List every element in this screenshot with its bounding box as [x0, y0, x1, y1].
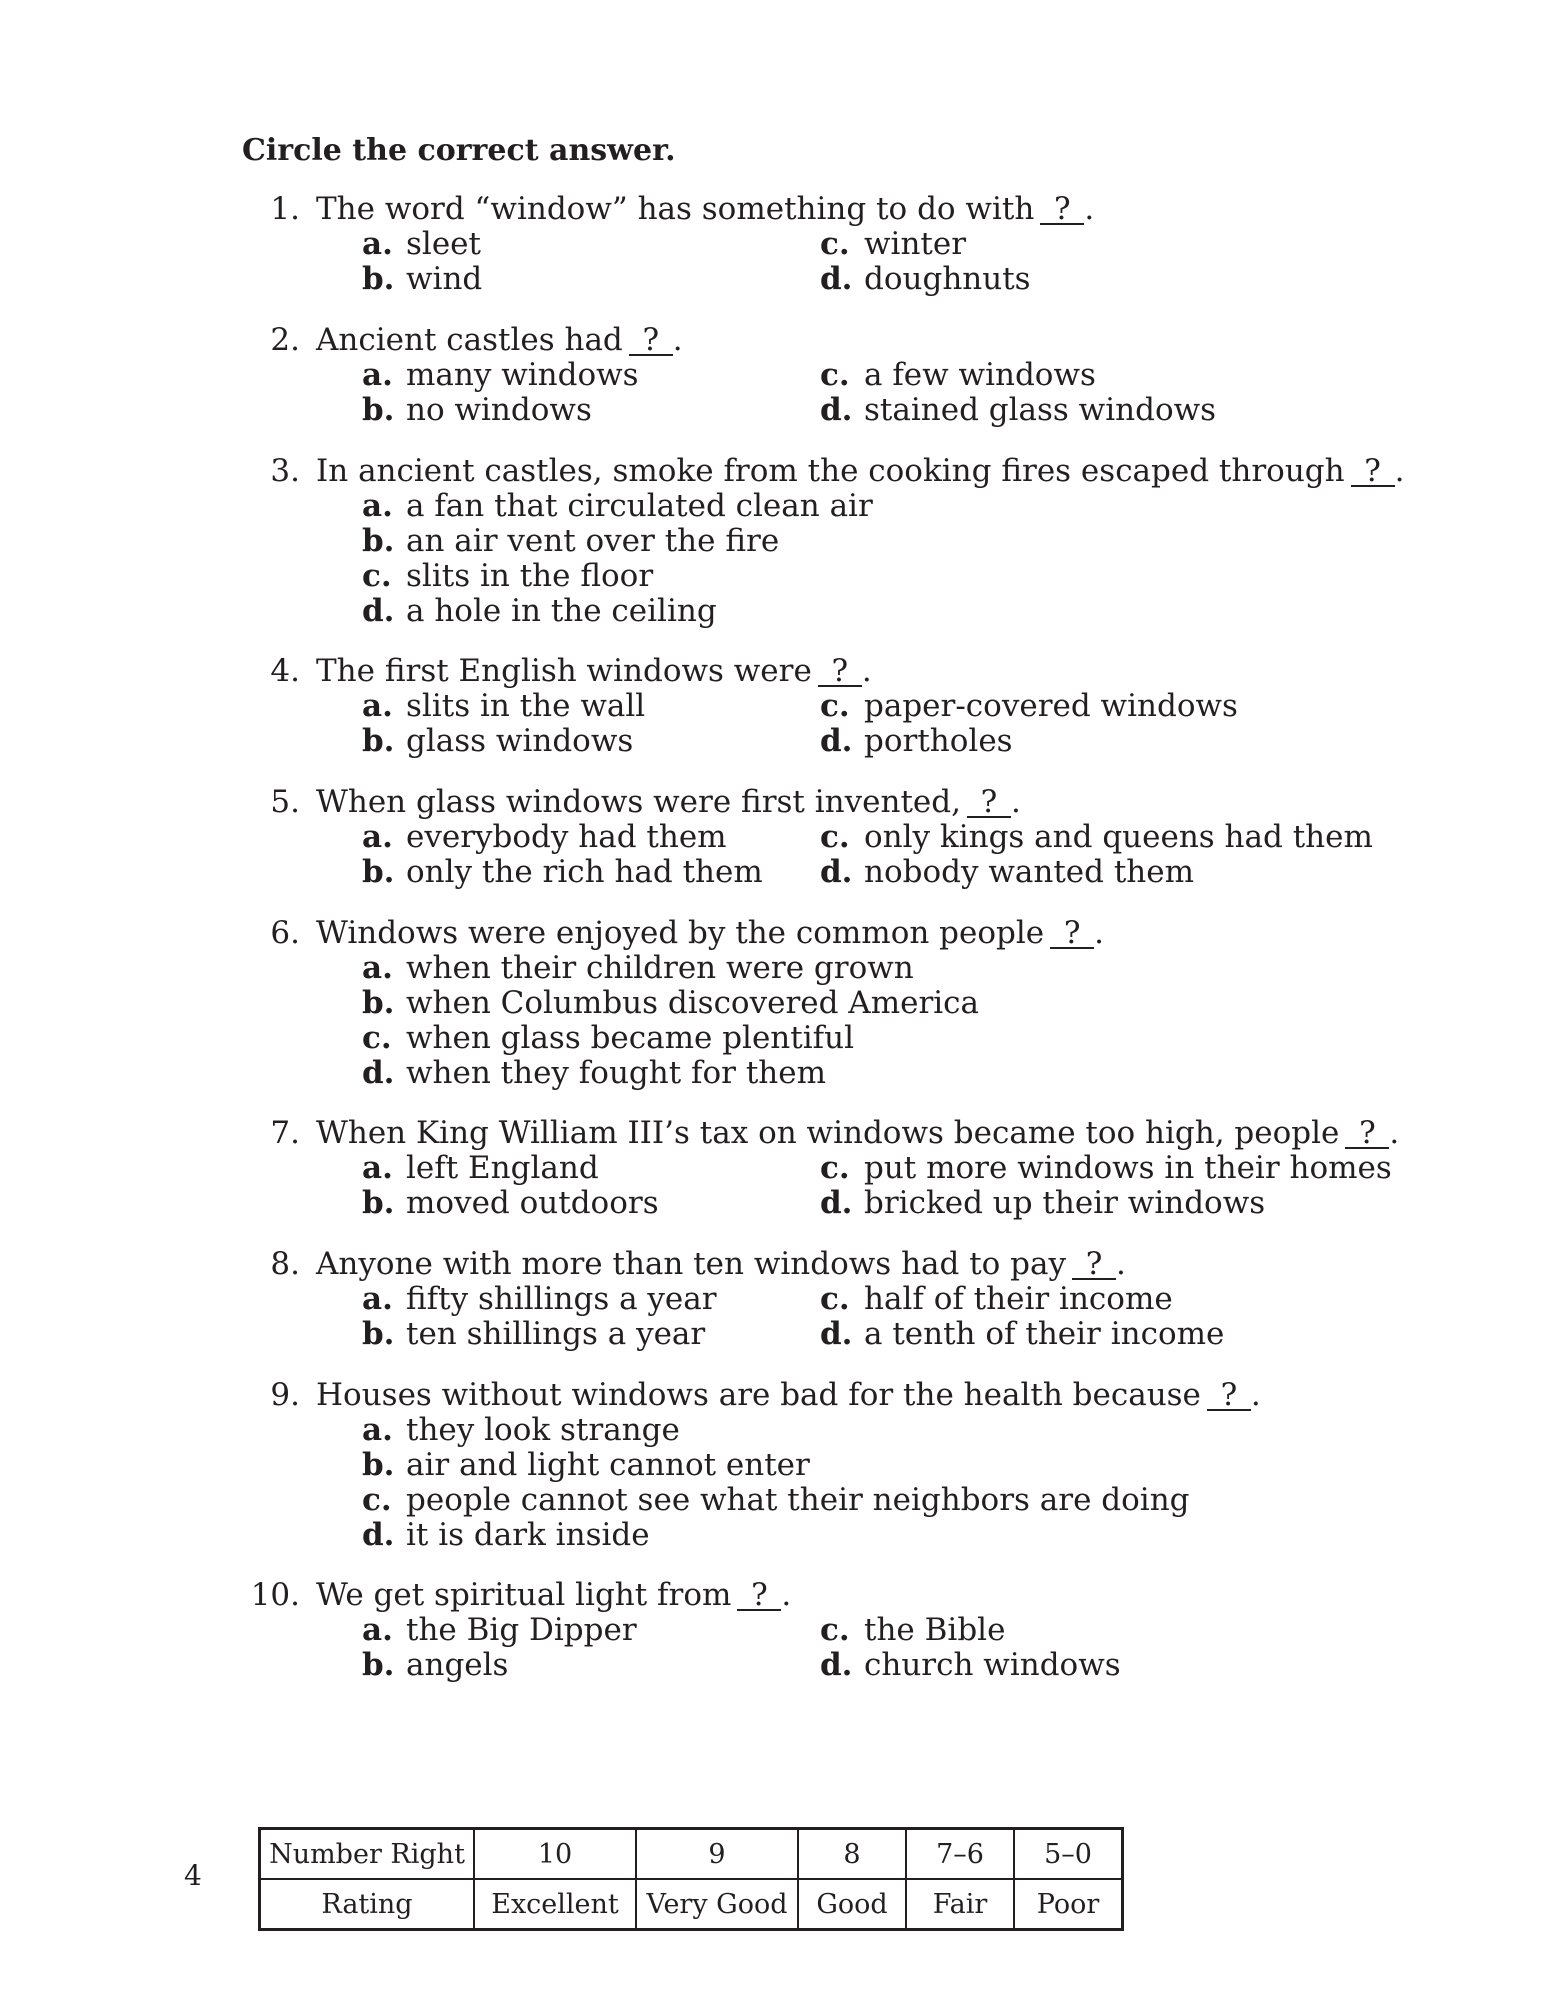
question-number: 8.: [270, 1246, 300, 1282]
option-c[interactable]: c. half of their income: [820, 1281, 1173, 1317]
answer-blank: ?: [1345, 1119, 1389, 1149]
question-stem: The word “window” has something to do with: [316, 191, 1035, 227]
option-d[interactable]: d. nobody wanted them: [820, 854, 1194, 890]
question-stem: When King William III’s tax on windows became too high, people: [316, 1115, 1340, 1151]
question-stem: Ancient castles had: [316, 322, 623, 358]
option-d[interactable]: d. stained glass windows: [820, 392, 1217, 428]
option-c[interactable]: c. put more windows in their homes: [820, 1150, 1392, 1186]
option-a[interactable]: a. many windows: [362, 357, 639, 393]
option-c[interactable]: c. when glass became plentiful: [362, 1020, 855, 1056]
option-b[interactable]: b. angels: [362, 1647, 509, 1683]
score-table: [258, 1827, 1124, 1931]
question-2: 2. Ancient castles had ? . a. many windows c. a few windows b. no windows d. stained glass windows: [250, 323, 1450, 428]
option-d[interactable]: d. portholes: [820, 723, 1013, 759]
rating-cell: Fair: [906, 1879, 1014, 1930]
score-header-rating: Rating: [260, 1879, 475, 1930]
question-stem: When glass windows were first invented,: [316, 784, 961, 820]
rating-cell: Good: [798, 1879, 906, 1930]
question-number: 5.: [270, 784, 300, 820]
answer-blank: ?: [967, 788, 1011, 818]
score-cell: 7–6: [906, 1829, 1014, 1880]
answer-blank: ?: [1351, 457, 1395, 487]
score-row-number-right: [260, 1829, 1123, 1880]
option-d[interactable]: d. it is dark inside: [362, 1517, 650, 1553]
question-stem: Houses without windows are bad for the health because: [316, 1377, 1201, 1413]
option-c[interactable]: c. people cannot see what their neighbors are doing: [362, 1482, 1190, 1518]
option-d[interactable]: d. doughnuts: [820, 261, 1031, 297]
question-stem: We get spiritual light from: [316, 1577, 732, 1613]
question-9: 9. Houses without windows are bad for the health because ? . a. they look strange b. air and light cannot enter c. people cannot see what their neighbors are doing d. it is dark inside: [250, 1378, 1450, 1553]
option-d[interactable]: d. a hole in the ceiling: [362, 593, 717, 629]
option-c[interactable]: c. the Bible: [820, 1612, 1006, 1648]
question-number: 4.: [270, 653, 300, 689]
option-a[interactable]: a. the Big Dipper: [362, 1612, 637, 1648]
score-cell: 5–0: [1014, 1829, 1123, 1880]
score-row-rating: [260, 1879, 1123, 1930]
option-b[interactable]: b. wind: [362, 261, 483, 297]
score-header-number-right: Number Right: [260, 1829, 475, 1880]
option-d[interactable]: d. when they fought for them: [362, 1055, 826, 1091]
question-stem: Windows were enjoyed by the common people: [316, 915, 1045, 951]
option-c[interactable]: c. only kings and queens had them: [820, 819, 1373, 855]
option-b[interactable]: b. no windows: [362, 392, 592, 428]
question-3: 3. In ancient castles, smoke from the cooking fires escaped through ? . a. a fan that circulated clean air b. an air vent over the fire c. slits in the floor d. a hole in the ceiling: [250, 454, 1450, 629]
answer-blank: ?: [1040, 195, 1084, 225]
option-b[interactable]: b. an air vent over the fire: [362, 523, 780, 559]
question-stem: Anyone with more than ten windows had to pay: [316, 1246, 1067, 1282]
option-d[interactable]: d. church windows: [820, 1647, 1121, 1683]
option-a[interactable]: a. sleet: [362, 226, 481, 262]
option-a[interactable]: a. fifty shillings a year: [362, 1281, 717, 1317]
option-a[interactable]: a. left England: [362, 1150, 599, 1186]
page-number: 4: [184, 1859, 202, 1892]
question-number: 9.: [270, 1377, 300, 1413]
option-a[interactable]: a. when their children were grown: [362, 950, 914, 986]
question-6: 6. Windows were enjoyed by the common people ? . a. when their children were grown b. when Columbus discovered America c. when glass became plentiful d. when they fought for them: [250, 916, 1450, 1091]
question-7: 7. When King William III’s tax on windows became too high, people ? . a. left England c. put more windows in their homes b. moved outdoors d. bricked up their windows: [250, 1116, 1450, 1221]
answer-blank: ?: [818, 657, 862, 687]
question-number: 10.: [250, 1577, 300, 1613]
answer-blank: ?: [1072, 1250, 1116, 1280]
option-d[interactable]: d. a tenth of their income: [820, 1316, 1225, 1352]
question-1: 1. The word “window” has something to do with ? . a. sleet c. winter b. wind d. doughnuts: [250, 192, 1450, 297]
question-number: 3.: [270, 453, 300, 489]
option-a[interactable]: a. slits in the wall: [362, 688, 646, 724]
option-b[interactable]: b. moved outdoors: [362, 1185, 659, 1221]
rating-cell: Poor: [1014, 1879, 1123, 1930]
option-b[interactable]: b. air and light cannot enter: [362, 1447, 810, 1483]
option-a[interactable]: a. everybody had them: [362, 819, 727, 855]
answer-blank: ?: [629, 326, 673, 356]
option-a[interactable]: a. a fan that circulated clean air: [362, 488, 873, 524]
answer-blank: ?: [737, 1581, 781, 1611]
question-number: 1.: [270, 191, 300, 227]
question-number: 2.: [270, 322, 300, 358]
question-10: 10. We get spiritual light from ? . a. the Big Dipper c. the Bible b. angels d. church windows: [250, 1578, 1450, 1683]
option-c[interactable]: c. a few windows: [820, 357, 1096, 393]
question-stem: In ancient castles, smoke from the cooking fires escaped through: [316, 453, 1345, 489]
option-b[interactable]: b. when Columbus discovered America: [362, 985, 980, 1021]
option-c[interactable]: c. slits in the floor: [362, 558, 654, 594]
question-number: 7.: [270, 1115, 300, 1151]
question-number: 6.: [270, 915, 300, 951]
question-5: 5. When glass windows were first invented, ? . a. everybody had them c. only kings and queens had them b. only the rich had them d. nobody wanted them: [250, 785, 1450, 890]
option-a[interactable]: a. they look strange: [362, 1412, 680, 1448]
answer-blank: ?: [1207, 1381, 1251, 1411]
instructions: Circle the correct answer.: [242, 133, 676, 168]
question-stem: The first English windows were: [316, 653, 812, 689]
question-8: 8. Anyone with more than ten windows had to pay ? . a. fifty shillings a year c. half of their income b. ten shillings a year d. a tenth of their income: [250, 1247, 1450, 1352]
score-cell: 10: [474, 1829, 636, 1880]
answer-blank: ?: [1050, 919, 1094, 949]
option-c[interactable]: c. paper-covered windows: [820, 688, 1238, 724]
score-cell: 8: [798, 1829, 906, 1880]
option-c[interactable]: c. winter: [820, 226, 967, 262]
option-b[interactable]: b. only the rich had them: [362, 854, 763, 890]
option-d[interactable]: d. bricked up their windows: [820, 1185, 1266, 1221]
option-b[interactable]: b. glass windows: [362, 723, 634, 759]
rating-cell: Excellent: [474, 1879, 636, 1930]
question-4: 4. The first English windows were ? . a. slits in the wall c. paper-covered windows b. glass windows d. portholes: [250, 654, 1450, 759]
score-cell: 9: [636, 1829, 798, 1880]
option-b[interactable]: b. ten shillings a year: [362, 1316, 706, 1352]
rating-cell: Very Good: [636, 1879, 798, 1930]
